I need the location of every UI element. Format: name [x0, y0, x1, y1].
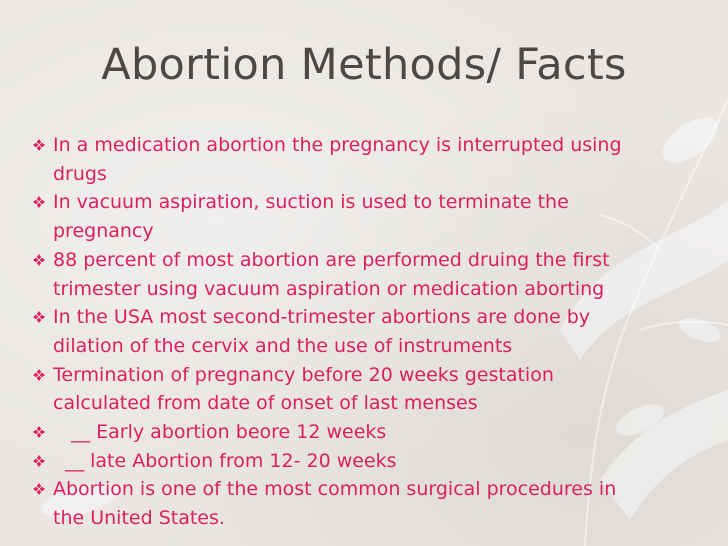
bullet-line: In vacuum aspiration, suction is used to terminate the [53, 191, 569, 214]
bullet-line: Abortion is one of the most common surgical procedures in [53, 478, 617, 501]
bullet-line: pregnancy [53, 220, 154, 243]
four-diamond-icon [33, 311, 45, 323]
bullet-item [33, 246, 673, 303]
bullet-item [33, 303, 673, 360]
bullet-line: __ Early abortion beore 12 weeks [53, 421, 387, 444]
bullet-list [33, 131, 673, 533]
bullet-line: drugs [53, 162, 107, 185]
bullet-line: calculated from date of onset of last menses [53, 392, 478, 415]
four-diamond-icon [33, 254, 45, 266]
bullet-item [33, 418, 673, 447]
bullet-item [33, 361, 673, 418]
bullet-item [33, 188, 673, 245]
bullet-item [33, 475, 673, 532]
four-diamond-icon [33, 369, 45, 381]
bullet-line: dilation of the cervix and the use of instruments [53, 334, 513, 357]
four-diamond-icon [33, 139, 45, 151]
four-diamond-icon [33, 483, 45, 495]
bullet-line: __ late Abortion from 12- 20 weeks [53, 449, 397, 472]
bullet-line: Termination of pregnancy before 20 weeks gestation [53, 363, 554, 386]
four-diamond-icon [33, 455, 45, 467]
bullet-line: the United States. [53, 507, 225, 530]
bullet-item [33, 447, 673, 476]
four-diamond-icon [33, 426, 45, 438]
bullet-line: In the USA most second-trimester abortions are done by [53, 306, 591, 329]
bullet-line: In a medication abortion the pregnancy is interrupted using [53, 134, 622, 156]
bullet-item [33, 131, 673, 188]
slide-title: Abortion Methods/ Facts [101, 40, 627, 90]
bullet-line: 88 percent of most abortion are performed druing the first [53, 248, 610, 271]
bullet-line: trimester using vacuum aspiration or medication aborting [53, 277, 605, 300]
four-diamond-icon [33, 196, 45, 208]
